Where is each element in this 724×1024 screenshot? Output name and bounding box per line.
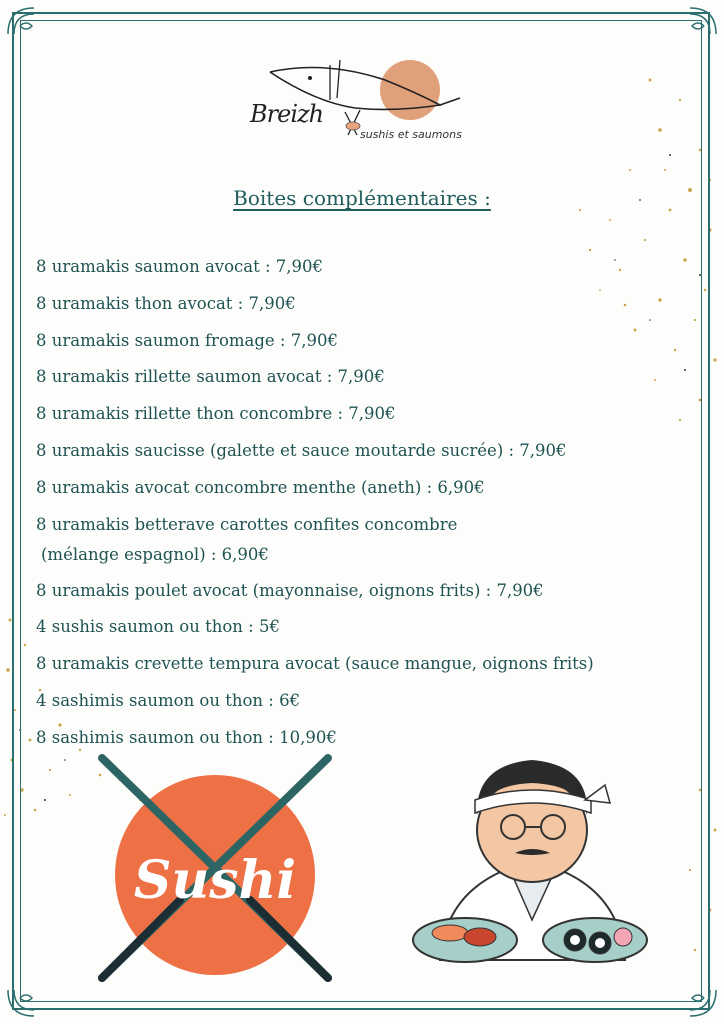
menu-item (36, 510, 696, 576)
menu-item: 4 sashimis saumon ou thon : 6€ (36, 690, 301, 710)
menu-item: 8 uramakis rillette thon concombre : 7,90€ (36, 404, 396, 424)
menu-list (36, 252, 696, 760)
corner-ornament-icon (676, 976, 720, 1020)
page-title: Boites complémentaires : (233, 186, 491, 210)
menu-item: 4 sushis saumon ou thon : 5€ (36, 617, 280, 637)
menu-item: 8 uramakis crevette tempura avocat (sauce mangue, oignons frits) (36, 654, 594, 674)
logo-brand-text: Breizh (250, 100, 324, 128)
corner-ornament-icon (4, 976, 48, 1020)
menu-item: 8 uramakis saumon avocat : 7,90€ (36, 257, 324, 276)
menu-item: 8 uramakis saumon fromage : 7,90€ (36, 330, 338, 350)
sushi-chopsticks-logo (90, 740, 340, 990)
menu-item: 8 uramakis thon avocat : 7,90€ (36, 293, 296, 313)
menu-item: 8 uramakis avocat concombre menthe (aneth) : 6,90€ (36, 477, 485, 497)
menu-item-line: 8 uramakis betterave carottes confites concombre (36, 514, 458, 534)
menu-item: 8 uramakis poulet avocat (mayonnaise, oignons frits) : 7,90€ (36, 580, 544, 600)
corner-ornament-icon (676, 4, 720, 48)
menu-item-line: (mélange espagnol) : 6,90€ (41, 544, 269, 564)
sushi-chef-illustration (405, 745, 660, 975)
menu-item: 8 sashimis saumon ou thon : 10,90€ (36, 727, 337, 747)
menu-item: 8 uramakis saucisse (galette et sauce moutarde sucrée) : 7,90€ (36, 440, 567, 460)
corner-ornament-icon (4, 4, 48, 48)
sushi-logo-text: Sushi (133, 850, 297, 911)
menu-item: 8 uramakis rillette saumon avocat : 7,90€ (36, 367, 385, 387)
logo-tagline: sushis et saumons (360, 128, 462, 141)
